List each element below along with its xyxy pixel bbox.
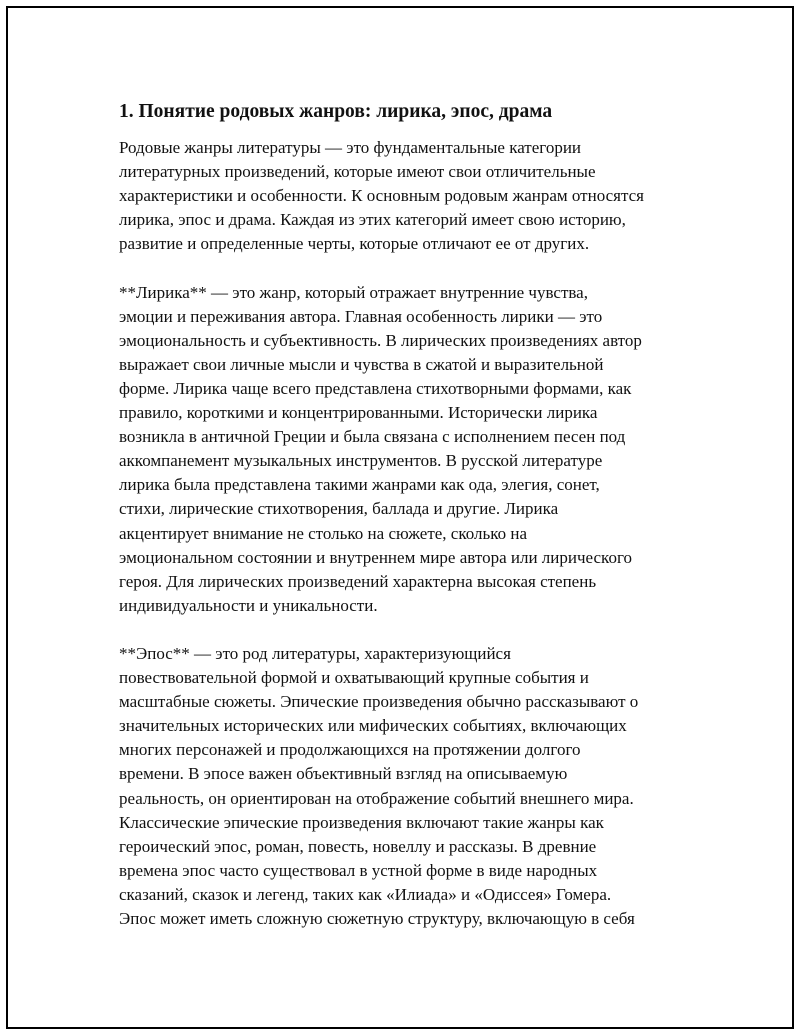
paragraph-intro: [119, 136, 699, 256]
text-line: эмоциональность и субъективность. В лирических произведениях автор: [119, 330, 642, 350]
text-line: развитие и определенные черты, которые отличают ее от других.: [119, 234, 590, 254]
text-line: повествовательной формой и охватывающий крупные события и: [119, 668, 589, 688]
section-heading: 1. Понятие родовых жанров: лирика, эпос, драма: [119, 101, 553, 122]
text-line: значительных исторических или мифических событиях, включающих: [119, 716, 627, 736]
document-page: [6, 6, 794, 1029]
text-line: времена эпос часто существовал в устной форме в виде народных: [119, 860, 598, 880]
text-line: литературных произведений, которые имеют свои отличительные: [119, 162, 596, 182]
text-line: времени. В эпосе важен объективный взгляд на описываемую: [119, 764, 568, 784]
text-line: возникла в античной Греции и была связана с исполнением песен под: [119, 427, 626, 447]
text-line: лирика, эпос и драма. Каждая из этих категорий имеет свою историю,: [119, 210, 626, 230]
document-content: [119, 100, 699, 955]
text-line: **Лирика** — это жанр, который отражает внутренние чувства,: [119, 282, 588, 302]
text-line: Классические эпические произведения включают такие жанры как: [119, 812, 604, 832]
text-line: **Эпос** — это род литературы, характеризующийся: [119, 643, 511, 663]
text-line: реальность, он ориентирован на отображение событий внешнего мира.: [119, 788, 634, 808]
text-line: форме. Лирика чаще всего представлена стихотворными формами, как: [119, 378, 632, 398]
text-line: аккомпанемент музыкальных инструментов. В русской литературе: [119, 451, 603, 471]
text-line: Родовые жанры литературы — это фундаментальные категории: [119, 138, 582, 157]
text-line: эмоциональном состоянии и внутреннем мире автора или лирического: [119, 547, 632, 567]
text-line: акцентирует внимание не столько на сюжете, сколько на: [119, 523, 528, 543]
text-line: правило, короткими и концентрированными. Исторически лирика: [119, 403, 598, 423]
text-line: героический эпос, роман, повесть, новеллу и рассказы. В древние: [119, 836, 597, 856]
text-line: эмоции и переживания автора. Главная особенность лирики — это: [119, 306, 603, 326]
text-line: характеристики и особенности. К основным родовым жанрам относятся: [119, 186, 644, 206]
text-line: Эпос может иметь сложную сюжетную структуру, включающую в себя: [119, 909, 635, 928]
paragraph-epic: [119, 642, 699, 931]
text-line: многих персонажей и продолжающихся на протяжении долгого: [119, 740, 581, 760]
text-line: лирика была представлена такими жанрами как ода, элегия, сонет,: [119, 475, 600, 495]
paragraph-lyric: [119, 281, 699, 618]
text-line: масштабные сюжеты. Эпические произведения обычно рассказывают о: [119, 692, 639, 712]
text-line: индивидуальности и уникальности.: [119, 595, 378, 615]
text-line: сказаний, сказок и легенд, таких как «Илиада» и «Одиссея» Гомера.: [119, 884, 612, 904]
text-line: героя. Для лирических произведений характерна высокая степень: [119, 571, 597, 591]
text-line: стихи, лирические стихотворения, баллада и другие. Лирика: [119, 499, 559, 519]
text-line: выражает свои личные мысли и чувства в сжатой и выразительной: [119, 354, 604, 374]
